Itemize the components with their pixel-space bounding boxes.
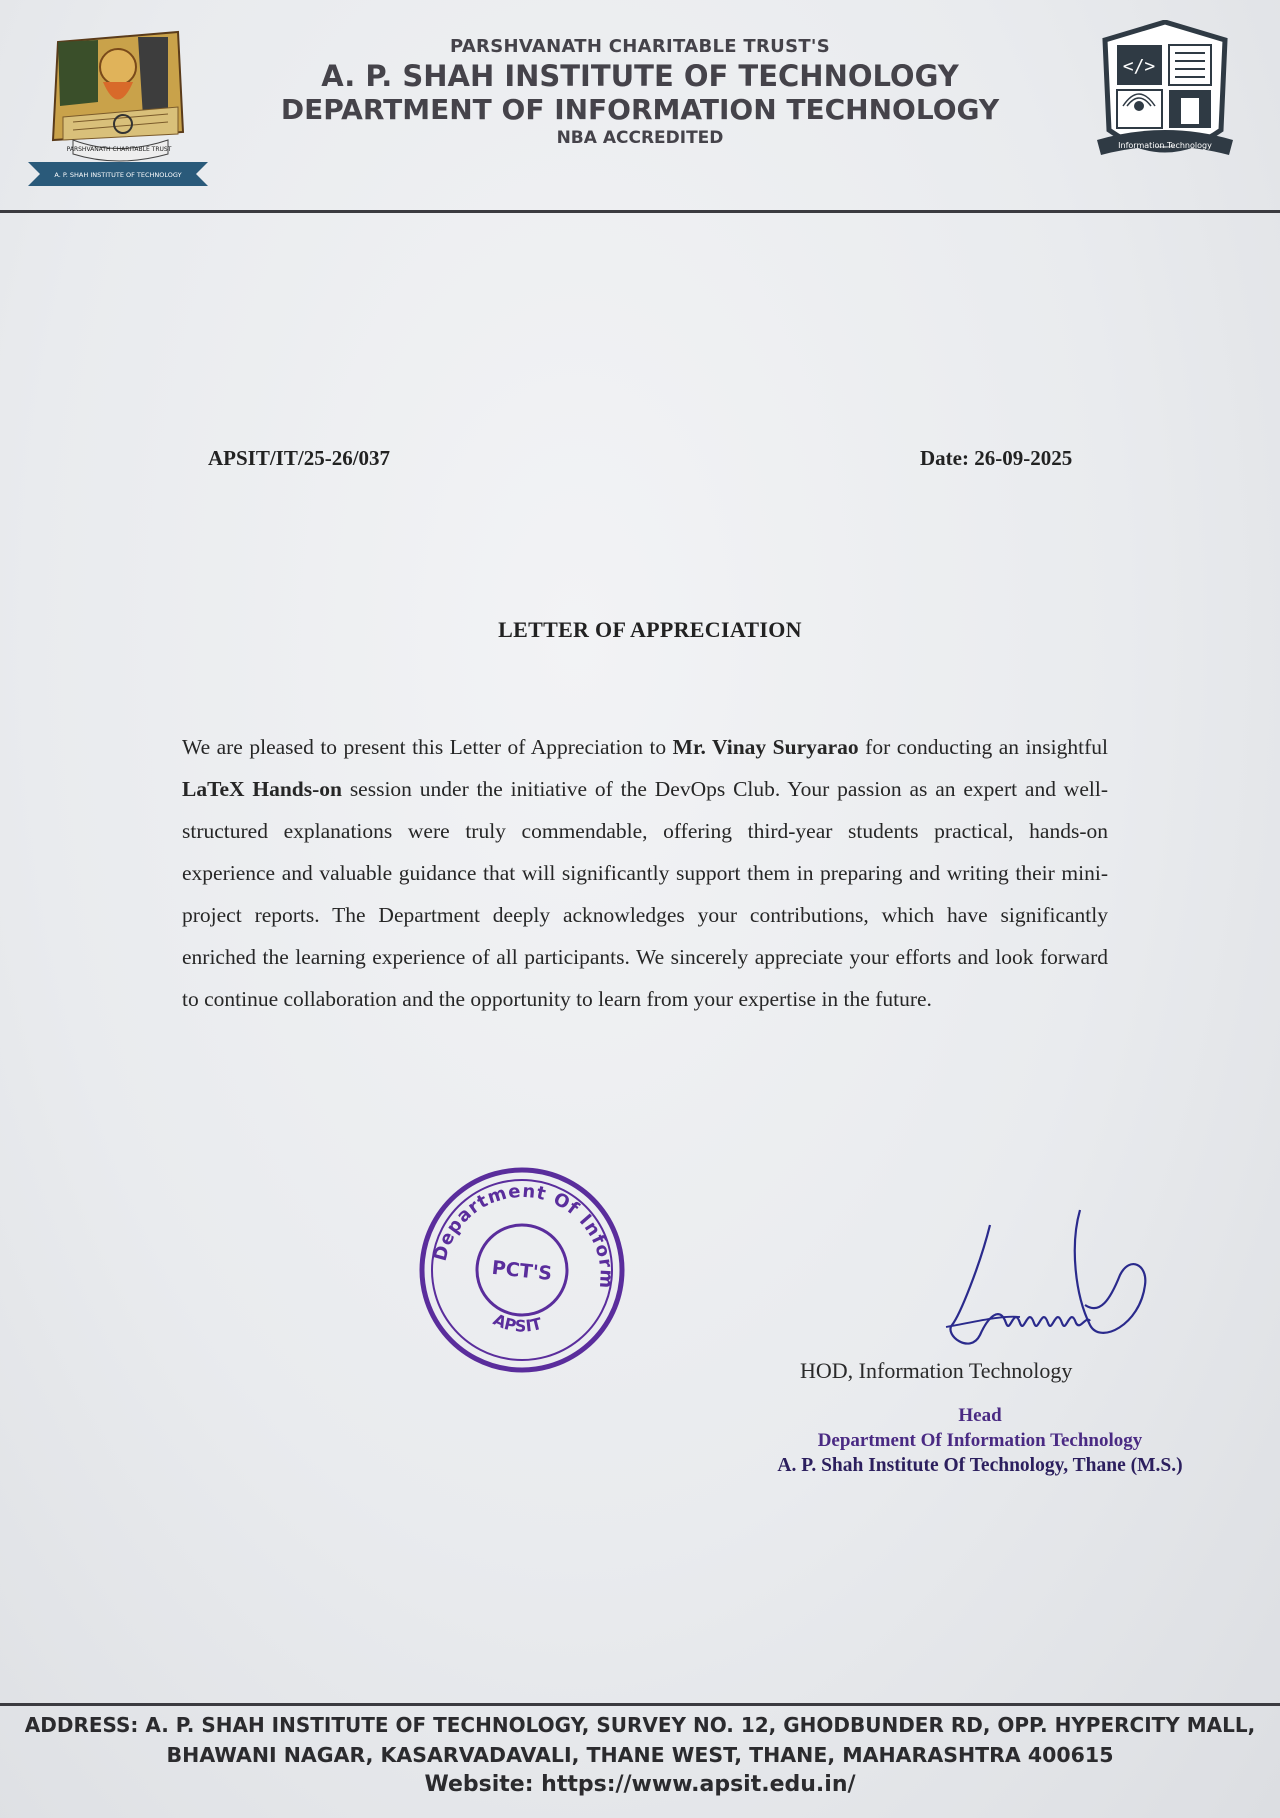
body-text-part: for conducting an insightful xyxy=(858,735,1108,759)
hod-designation: HOD, Information Technology xyxy=(800,1358,1073,1383)
emblem-banner-text: PARSHVANATH CHARITABLE TRUST xyxy=(66,146,172,153)
hod-signature-icon xyxy=(940,1205,1160,1375)
seal-line-institute: A. P. Shah Institute Of Technology, Thane (M.S.) xyxy=(777,1455,1183,1476)
department-name: DEPARTMENT OF INFORMATION TECHNOLOGY xyxy=(280,93,1000,126)
letterhead-text xyxy=(250,36,1030,148)
stamp-outer-text: Department Of Information xyxy=(429,1180,617,1290)
svg-text:</>: </> xyxy=(1122,56,1156,77)
reference-number: APSIT/IT/25-26/037 xyxy=(208,446,391,470)
trust-name: PARSHVANATH CHARITABLE TRUST'S xyxy=(449,36,830,57)
stamp-center-text: PCT'S xyxy=(490,1256,554,1286)
stamp-bottom-text: APSIT xyxy=(490,1309,544,1336)
department-stamp-icon xyxy=(415,1163,630,1378)
body-text-part: session under the initiative of the DevOps Club. Your passion as an expert and well-structured explanations were truly commendable, offering third-year students practical, hands-on experience and valuable guidance that will significantly support them in preparing and writing their mini-project reports. The Department deeply acknowledges your contributions, which have significantly enriched the learning experience of all participants. We sincerely appreciate your efforts and look forward to continue collaboration and the opportunity to learn from your expertise in the future. xyxy=(182,777,1108,1011)
address-line-2: BHAWANI NAGAR, KASARVADAVALI, THANE WEST, THANE, MAHARASHTRA 400615 xyxy=(166,1743,1114,1767)
website-link[interactable]: Website: https://www.apsit.edu.in/ xyxy=(424,1772,856,1797)
shield-ribbon-text: Information Technology xyxy=(1118,141,1212,150)
letter-title: LETTER OF APPRECIATION xyxy=(498,617,802,642)
hod-seal xyxy=(740,1403,1220,1478)
accreditation-label: NBA ACCREDITED xyxy=(556,128,724,148)
letter-date: Date: 26-09-2025 xyxy=(920,446,1073,470)
footer-divider xyxy=(0,1703,1280,1706)
information-technology-shield-icon xyxy=(1095,20,1235,180)
seal-line-department: Department Of Information Technology xyxy=(817,1430,1143,1451)
letter-footer xyxy=(0,1710,1280,1800)
letter-body xyxy=(182,726,1108,1020)
emblem-ribbon-text: A. P. SHAH INSTITUTE OF TECHNOLOGY xyxy=(54,171,182,179)
institute-name: A. P. SHAH INSTITUTE OF TECHNOLOGY xyxy=(321,59,959,93)
seal-line-head: Head xyxy=(958,1405,1002,1426)
session-name: LaTeX Hands-on xyxy=(182,777,342,801)
recipient-name: Mr. Vinay Suryarao xyxy=(672,735,859,759)
body-text-part: We are pleased to present this Letter of Appreciation to xyxy=(182,735,673,759)
header-divider xyxy=(0,210,1280,213)
institute-emblem-icon xyxy=(18,22,218,192)
address-line-1: ADDRESS: A. P. SHAH INSTITUTE OF TECHNOLOGY, SURVEY NO. 12, GHODBUNDER RD, OPP. HYPERCITY MALL, xyxy=(24,1713,1256,1737)
letterhead xyxy=(0,0,1280,212)
